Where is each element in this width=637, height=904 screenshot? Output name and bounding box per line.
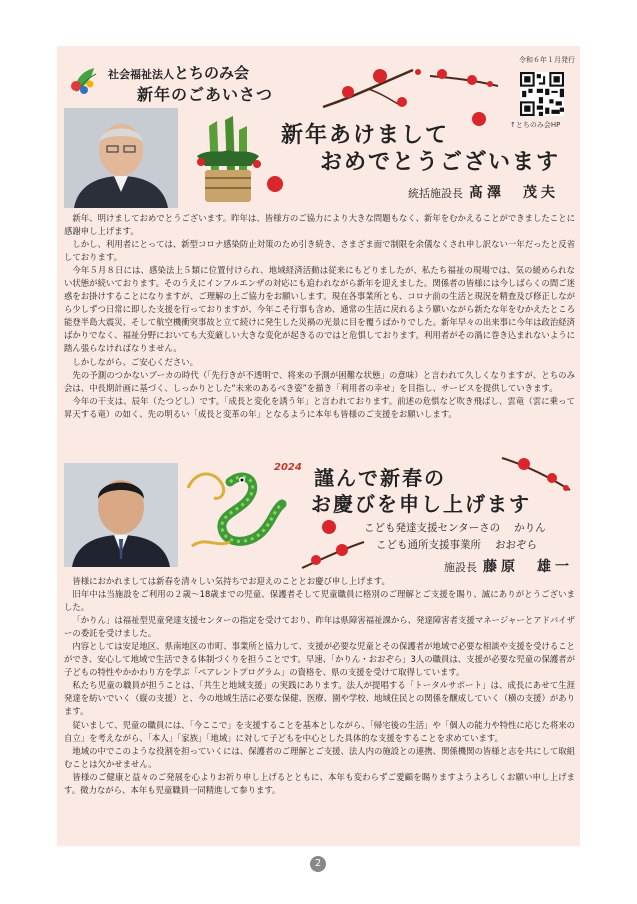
year-mark: 2024 [274, 462, 302, 473]
unit-line-karin: こども発達支援センターさの かりん [364, 522, 546, 534]
greeting-heading-line1: 謹んで新春の [314, 466, 446, 490]
facility-director-signature: 施設長 藤原 雄一 [444, 559, 573, 575]
paragraph: しかしながら、ご安心ください。 [72, 356, 199, 367]
plum-blossom-icon [322, 520, 336, 534]
paragraph: 従いまして、児童の職員には、「今ここで」を支援することを基本としながら、「帰宅後の生活」や「個人の能力や特性に応じた将来の自立」を考えながら、「本人」「家族」「地域」に対して子どもを中心とした具体的な支援をすることを求めています。 [64, 719, 575, 743]
plum-branch-icon [500, 454, 572, 494]
plum-branch-icon [318, 62, 438, 112]
paragraph: 先の予測のつかないブーカの時代（「先行きが不透明で、将来の予測が困難な状態」の意味）と言われて久しくなりますが、とちのみ会は、中長期計画に基づく、しっかりとした“未来のあるべき姿”を描き「利用者の幸せ」を目指し、サービスを提供していきます。 [64, 369, 575, 393]
facility-director-message [64, 575, 575, 797]
paragraph: 旧年中は当施設をご利用の２歳～18歳までの児童、保護者そして児童職員に格別のご理解とご支援を賜り、誠にありがとうございました。 [64, 589, 575, 613]
director-message [64, 212, 575, 421]
paragraph: 「かりん」は福祉型児童発達支援センターの指定を受けており、昨年は県障害福祉課から、発達障害者支援マネージャーとアドバイザーの委託を受けました。 [64, 615, 575, 639]
qr-caption: ↑とちのみ会HP [510, 121, 561, 129]
plum-blossom-icon [472, 112, 486, 126]
page-title: 新年のごあいさつ [137, 85, 274, 104]
paragraph: 私たち児童の職員が担うことは、「共生と地域支援」の実践にあります。法人が提唱する「トータルサポート」は、成長にあせて生涯発達を紡いでいく（縦の支援）と、今の地域生活に必要な保健、医療、園や学校、地域住民との関係を醸成していく（横の支援）があります。 [64, 680, 575, 717]
issue-date: 令和６年１月発行 [519, 56, 575, 64]
plum-branch-icon [428, 64, 500, 92]
qr-code-icon[interactable] [520, 72, 564, 116]
paragraph: 内容としては安足地区、県南地区の市町、事業所と協力して、支援が必要な児童とその保護者が地域で必要な相談や支援を受けることができ、安心して地域で生活できる体制づくりを担うことです。早速、「かりん・おおぞら」3人の職員は、支援が必要な児童の保護者が子どもの特性やかかわり方を学ぶ「ペアレントプログラム」の資格を、県の支援を受けて取得しています。 [64, 641, 575, 678]
paragraph: 新年、明けましておめでとうございます。昨年は、皆様方のご協力により大きな問題もなく、新年をむかえることができましたことに感謝申し上げます。 [64, 213, 575, 237]
paragraph: 地域の中でこのような役割を担っていくには、保護者のご理解とご支援、法人内の施設との連携、関係機関の皆様と志を共にして取組むことは欠かせません。 [64, 745, 575, 769]
paragraph: 今年の干支は、辰年（たつどし）です。「成長と変化を誘う年」と言われております。前述の危惧など吹き飛ばし、雲竜（雲に乗って昇天する竜）の如く、先の明るい「成長と変革の年」となるように本年も皆様のご支援をお願いします。 [64, 395, 575, 419]
dragon-icon [182, 462, 302, 554]
greeting-heading-line2: お慶びを申し上げます [311, 492, 531, 516]
kadomatsu-icon [189, 116, 267, 206]
paragraph: 皆様のご健康と益々のご発展を心よりお祈り申し上げるとともに、本年も変わらずご愛顧を賜りますようよろしくお願い申し上げます。微力ながら、本年も児童職員一同精進して参ります。 [64, 771, 575, 795]
greeting-heading-line2: おめでとうございます [320, 149, 561, 175]
paragraph: 皆様におかれましては新春を清々しい気持ちでお迎えのこととお慶び申し上げます。 [72, 576, 390, 586]
director-photo [64, 108, 178, 208]
organization-logo-icon [68, 64, 102, 96]
page-number: 2 [310, 856, 326, 872]
plum-blossom-icon [267, 176, 283, 192]
paragraph: しかし、利用者にとっては、新型コロナ感染防止対策のため引き続き、さまざま面で制限を余儀なくされ申し訳ない一年だったと反省しております。 [64, 239, 575, 263]
organization-name: 社会福祉法人とちのみ会 [108, 64, 250, 82]
plum-branch-icon [300, 538, 366, 572]
facility-director-photo [64, 463, 178, 567]
unit-line-oozora: こども通所支援事業所 おおぞら [376, 539, 537, 551]
paragraph: 今年５月８日には、感染法上５類に位置付けられ、地域経済活動は従来にもどりましたが、私たち福祉の現場では、気の緩められない状態が続いております。そのうえにインフルエンザの対応にも追われながら新年を迎えました。関係者の皆様には今しばらくの間ご迷惑をお掛けすることになりますが、ご理解の上ご協力をお願いします。現在各事業所とも、コロナ前の生活と現況を精査及び修正しながら少しずつ日常に即した支援を行っておりますが、今年こそ行事も含め、通常の生活に戻れるよう願いながら新たな年をむかえたところ能登半島大震災、そして航空機衝突事故と立て続けに発生した災禍の光景に目を覆うばかりでした。新年早々の出来事に今年は政治経済ばかりでなく、福祉分野においても大変厳しい大きな変化が起きるのではと危惧しております。利用者がその渦に巻き込まれないように踏ん張らなければなりません。 [64, 265, 575, 354]
greeting-heading-line1: 新年あけまして [281, 122, 450, 148]
director-signature: 統括施設長 髙澤 茂夫 [408, 185, 559, 201]
